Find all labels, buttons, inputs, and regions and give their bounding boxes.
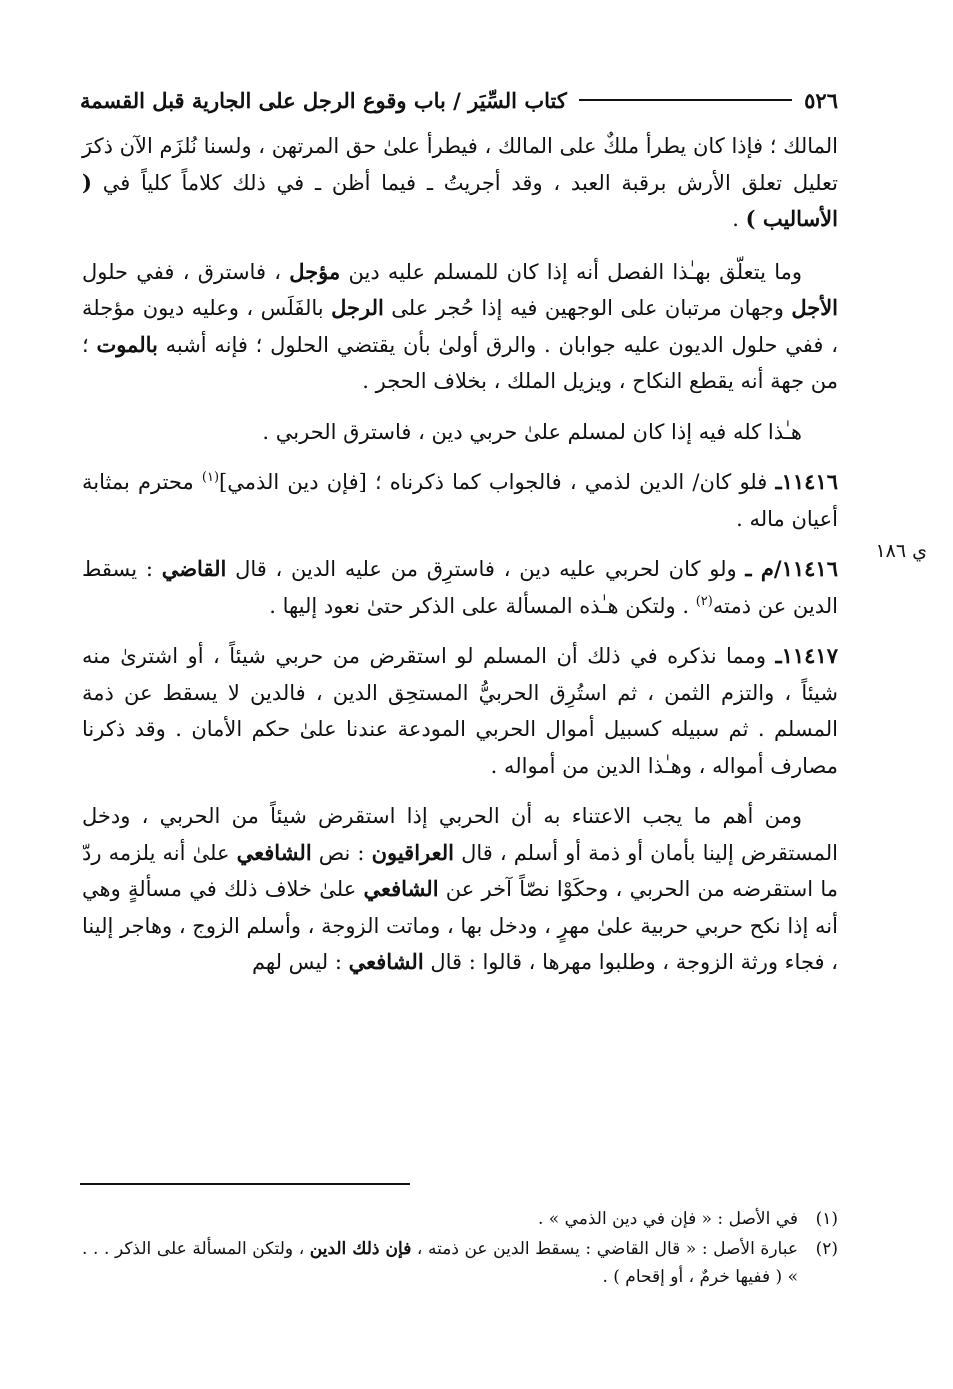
bold-term: الأجل <box>791 295 839 320</box>
footnotes <box>82 1205 838 1293</box>
paragraph-11416 <box>82 464 838 537</box>
footnote-mark: (١) <box>815 1209 838 1229</box>
text-run: المالك ؛ فإذا كان يطرأ ملكٌ على المالك ، فيطرأ علىٰ حق المرتهن ، ولسنا نُلزَم الآن ذكرَ تعليل تعلق الأرش برقبة العبد ، وقد أجريتُ ـ فيما أظن ـ في ذلك كلاماً كلياً في <box>82 134 838 195</box>
text-run: ومما نذكره في ذلك أن المسلم لو استقرض من حربي شيئاً ، أو اشترىٰ منه شيئاً ، والتزم الثمن ، ثم استُرِق الحربيُّ المستحِق الدين ، فالدين لا يسقط عن ذمة المسلم . ثم سبيله كسبيل أموال الحربي المودعة عندنا علىٰ حكم الأمان . وقد ذكرنا مصارف أمواله ، وهـٰذا الدين من أمواله . <box>82 644 838 778</box>
text-run: ، فاسترق ، ففي حلول <box>82 259 290 284</box>
text-run: : ليس لهم <box>251 950 349 974</box>
bold-term: القاضي <box>161 556 227 581</box>
header-title: كتاب السِّيَر / باب وقوع الرجل على الجارية قبل القسمة <box>80 87 567 113</box>
running-header <box>80 80 838 120</box>
bold-term: الرجل <box>331 295 384 320</box>
text-run: فلو كان/ الدين لذمي ، فالجواب كما ذكرناه ؛ [فإن دين الذمي] <box>219 470 776 494</box>
footnote-text <box>82 1235 798 1291</box>
footnote-2 <box>82 1235 838 1291</box>
text-run: . <box>732 207 746 231</box>
bold-term: العراقيون <box>371 839 454 865</box>
footnote-separator <box>80 1183 410 1185</box>
footnote-ref[interactable]: (٢) <box>695 593 713 609</box>
bold-term: الشافعي <box>348 949 424 974</box>
text-run: ومن أهم ما يجب الاعتناء به أن الحربي إذا استقرض شيئاً من الحربي ، ودخل المستقرض إلينا بأمان أو ذمة أو أسلم ، قال <box>82 804 838 865</box>
bold-term: فإن ذلك الدين <box>309 1239 412 1259</box>
paragraph-11417 <box>82 638 838 784</box>
bold-term: مؤجل <box>289 258 341 284</box>
text-run: ولو كان لحربي عليه دين ، فاسترِق من عليه الدين ، قال <box>226 557 746 581</box>
bold-term: بالموت <box>96 331 158 357</box>
text-run: في الأصل : « فإن في دين الذمي » . <box>537 1209 798 1229</box>
footnote-1 <box>82 1205 838 1233</box>
text-run: . ولتكن هـٰذه المسألة على الذكر حتىٰ نعود إليها . <box>269 593 696 618</box>
text-run: محترم بمثابة أعيان ماله . <box>82 470 838 531</box>
text-run: : يسقط الدين عن ذمته <box>82 557 838 618</box>
text-run: بالفَلَس ، وعليه ديون مؤجلة ، ففي حلول الديون عليه جوابان . والرق أولىٰ بأن يقتضي الحلول ؛ فإنه أشبه <box>82 296 838 357</box>
paragraph-number: ١١٤١٧ـ <box>775 643 838 668</box>
footnote-text <box>82 1205 798 1233</box>
text-run: ، ولتكن المسألة على الذكر . . . » ( ففيها خرمٌ ، أو إقحام ) . <box>82 1239 798 1287</box>
paragraph-number: ١١٤١٦ـ <box>775 469 839 494</box>
bold-term: الشافعي <box>363 876 439 901</box>
text-run: وما يتعلّق بهـٰذا الفصل أنه إذا كان للمسلم عليه دين <box>340 259 803 284</box>
paragraph-1 <box>82 128 838 238</box>
footnote-ref[interactable]: (١) <box>201 470 220 485</box>
text-run: وجهان مرتبان على الوجهين فيه إذا حُجر على <box>383 296 792 320</box>
bold-term: الشافعي <box>236 839 312 865</box>
paragraph-number: ١١٤١٦/م ـ <box>745 556 838 581</box>
paragraph-11416m <box>82 551 838 624</box>
paragraph-3: هـٰذا كله فيه إذا كان لمسلم علىٰ حربي دين ، فاسترق الحربي . <box>262 419 802 444</box>
text-run: : نص <box>311 840 372 865</box>
footnote-mark: (٢) <box>815 1239 838 1259</box>
text-run: علىٰ خلاف ذلك في مسألةٍ وهي أنه إذا نكح حربي حربية علىٰ مهرٍ ، ودخل بها ، وماتت الزوجة ، وأسلم الزوج ، وهاجر إلينا ، فجاء ورثة الزوجة ، وطلبوا مهرها ، قالوا : قال <box>82 877 838 974</box>
main-text <box>82 128 838 995</box>
paragraph-2 <box>82 254 838 400</box>
header-rule <box>579 99 792 101</box>
paragraph-7 <box>82 798 838 981</box>
page-number: ٥٢٦ <box>804 87 838 113</box>
margin-folio-note: ي ١٨٦ <box>875 540 927 562</box>
text-run: ؛ من جهة أنه يقطع النكاح ، ويزيل الملك ، بخلاف الحجر . <box>82 332 838 393</box>
text-run: علىٰ أنه يلزمه ردّ ما استقرضه من الحربي ، وحكَوْا نصّاً آخر عن <box>82 840 838 901</box>
book-title-reference: ( الأساليب ) <box>82 169 838 231</box>
text-run: عبارة الأصل : « قال القاضي : يسقط الدين عن ذمته ، <box>411 1239 798 1259</box>
